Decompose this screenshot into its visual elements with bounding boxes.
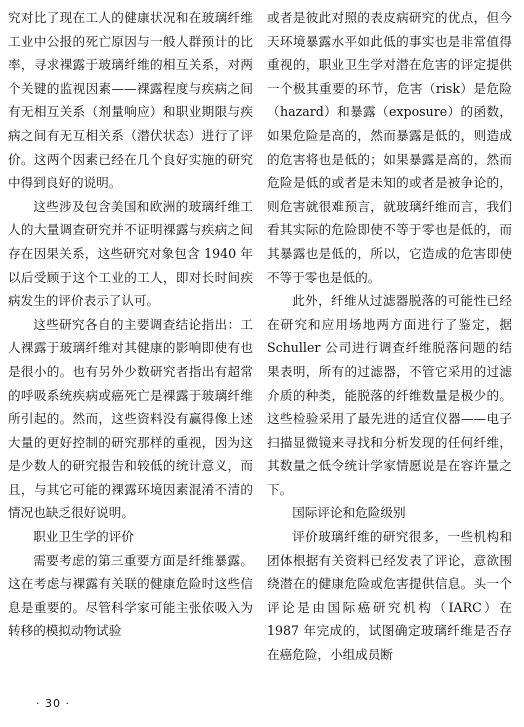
paragraph: 评价玻璃纤维的研究很多，一些机构和团体根据有关资料已经发表了评论，意欲围绕潜在的健康危险或危害提供信息。头一个评论是由国际癌研究机构（IARC）在 1987 年完成的，试图确定玻璃纤维是否存在癌危险，小组成员断 [267, 529, 512, 663]
left-text-column [8, 6, 253, 643]
right-text-column [267, 6, 512, 667]
section-heading: 国际评论和危险级别 [292, 505, 406, 521]
section-heading: 职业卫生学的评价 [33, 529, 134, 545]
paragraph: 这些涉及包含美国和欧洲的玻璃纤维工人的大量调查研究并不证明裸露与疾病之间存在因果关系，这些研究对象包含 1940 年以后受顾于这个工业的工人，即对长时间疾病发生的评价表示了认可。 [8, 198, 253, 309]
paragraph: 或者是彼此对照的表皮病研究的优点，但今天环境暴露水平如此低的事实也是非常值得重视的，职业卫生学对潜在危害的评定提供一个极其重要的环节，危害（risk）是危险（hazard）和暴露（exposure）的函数，如果危险是高的，然而暴露是低的，则造成的危害将也是低的；如果暴露是高的，然而危险是低的或者是未知的或者是被争论的，则危害就很难预言，就玻璃纤维而言，我们看其实际的危险即使不等于零也是低的，而其暴露也是低的，所以，它造成的危害即使不等于零也是低的。 [267, 10, 512, 285]
paragraph: 这些研究各自的主要调查结论指出：工人裸露于玻璃纤维对其健康的影响即使有也是很小的。也有另外少数研究者指出有超常的呼吸系统疾病或癌死亡是裸露于玻璃纤维所引起的。然而，这些资料没有赢得像上述大量的更好控制的研究那样的重视，因为这是少数人的研究报告和较低的统计意义，而且，与其它可能的裸露环境因素混淆不清的情况也缺乏很好说明。 [8, 316, 253, 521]
page-number: · 30 · [36, 697, 70, 710]
paragraph: 需要考虑的第三重要方面是纤维暴露。这在考虑与裸露有关联的健康危险时这些信息是重要的。尽管科学家可能主张依吸入为转移的模拟动物试验 [8, 552, 253, 639]
paragraph: 究对比了现在工人的健康状况和在玻璃纤维工业中公报的死亡原因与一般人群预计的比率，寻求裸露于玻璃纤维的相互关系，对两个关键的监视因素——裸露程度与疾病之间有无相互关系（剂量响应）和职业期限与疾病之间有无互相关系（潜伏状态）进行了评价。这两个因素已经在几个良好实施的研究中得到良好的说明。 [8, 10, 253, 191]
paragraph: 此外，纤维从过滤器脱落的可能性已经在研究和应用场地两方面进行了鉴定，据 Schuller 公司进行调查纤维脱落问题的结果表明，所有的过滤器，不管它采用的过滤介质的种类，能脱落的纤维数量是极少的。这些检验采用了最先进的适宜仪器——电子扫描显微镜来寻找和分析发现的任何纤维，其数量之低令统计学家情愿说是在容许量之下。 [267, 293, 512, 497]
